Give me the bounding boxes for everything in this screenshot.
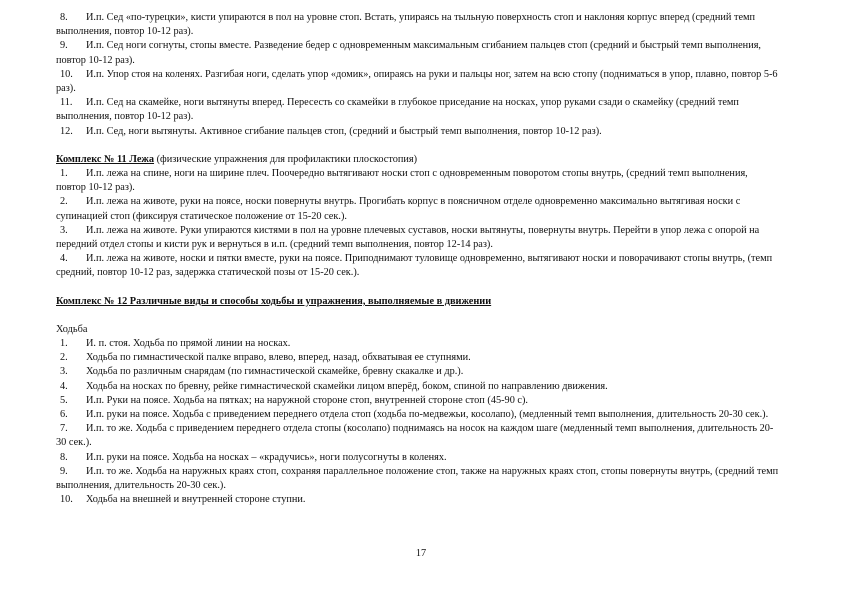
list-item: [56, 465, 780, 493]
item-number: 4.: [60, 253, 68, 265]
spacer: [56, 281, 780, 295]
item-text: И.п. руки на поясе. Ходьба на носках – «крадучись», ноги полусогнуты в коленях.: [86, 451, 447, 463]
item-number: 3.: [60, 366, 68, 378]
list-item: [56, 408, 780, 422]
list-item: [56, 11, 780, 39]
item-number: 1.: [60, 168, 68, 180]
list-item: [56, 394, 780, 408]
item-number: 9.: [60, 40, 68, 52]
spacer: [56, 139, 780, 153]
complex-12-list: [56, 337, 780, 507]
item-number: 1.: [60, 338, 68, 350]
list-item: [56, 380, 780, 394]
list-item: [56, 493, 780, 507]
list-item: [56, 351, 780, 365]
item-number: 8.: [60, 12, 68, 23]
section-title-walking: Ходьба: [56, 323, 88, 335]
item-text: Ходьба по различным снарядам (по гимнастической скамейке, бревну скакалке и др.).: [86, 366, 464, 378]
spacer: [56, 309, 780, 323]
item-text: И.п. то же. Ходьба на наружных краях стоп, сохраняя параллельное положение стоп, также на наружных краях стоп, стопы повернуты внутрь, (средний темп выполнения, длительность 20-30 сек.).: [56, 465, 779, 492]
item-text: И.п. Сед на скамейке, ноги вытянуты вперед. Пересесть со скамейки в глубокое приседание на носках, упор руками сзади о скамейку (средний темп выполнения, повтор 10-12 раз).: [56, 97, 739, 123]
list-item: [56, 39, 780, 67]
list-item: [56, 252, 780, 280]
exercise-list-top: [56, 11, 780, 139]
item-number: 8.: [60, 451, 68, 463]
complex-11-heading: [56, 153, 780, 167]
item-text: И.п. руки на поясе. Ходьба с приведением переднего отдела стоп (ходьба по-медвежьи, косолапо), (медленный темп выполнения, длительность 20-30 сек.).: [86, 409, 769, 421]
item-number: 11.: [60, 97, 73, 109]
item-number: 10.: [60, 494, 73, 506]
complex-11-title: Комплекс № 11 Лежа: [56, 153, 155, 165]
item-text: И.п. Сед ноги согнуты, стопы вместе. Разведение бедер с одновременным максимальным сгибанием пальцев стоп (средний и быстрый темп выполнения, повтор 10-12 раз).: [56, 40, 762, 66]
item-number: 5.: [60, 394, 68, 406]
page-number: 17: [415, 548, 427, 559]
list-item: [56, 365, 780, 379]
item-text: И.п. Сед, ноги вытянуты. Активное сгибание пальцев стоп, (средний и быстрый темп выполнения, повтор 10-12 раз).: [86, 125, 602, 137]
item-text: И.п. Руки на поясе. Ходьба на пятках; на наружной стороне стоп, внутренней стороне стоп (45-90 с).: [86, 394, 528, 406]
item-text: И.п. лежа на спине, ноги на ширине плеч. Поочередно вытягивают носки стоп с одновременным поворотом стопы внутрь, (средний темп выполнения, повтор 10-12 раз).: [56, 168, 748, 194]
item-text: Ходьба по гимнастической палке вправо, влево, вперед, назад, обхватывая ее ступнями.: [86, 352, 471, 364]
item-number: 4.: [60, 380, 68, 392]
list-item: [56, 167, 780, 195]
item-number: 2.: [60, 196, 68, 208]
item-text: И.п. лежа на животе, руки на поясе, носки повернуты внутрь. Прогибать корпус в поясничном отделе одновременно максимально вытягивая носки с супинацией стоп (фиксируя статическое положение от 15-20 сек.).: [56, 196, 741, 222]
complex-12-title: Комплекс № 12 Различные виды и способы ходьбы и упражнения, выполняемые в движении: [56, 295, 492, 307]
item-number: 3.: [60, 224, 68, 236]
item-number: 2.: [60, 352, 68, 364]
item-number: 10.: [60, 68, 73, 80]
list-item: [56, 96, 780, 124]
complex-11-list: [56, 167, 780, 281]
item-text: Ходьба на носках по бревну, рейке гимнастической скамейки лицом вперёд, боком, спиной по направлению движения.: [86, 380, 608, 392]
item-number: 7.: [60, 423, 68, 435]
list-item: [56, 68, 780, 96]
item-text: И.п. лежа на животе, носки и пятки вместе, руки на поясе. Приподнимают туловище одновременно, вытягивают носки и поворачивают стопы внутрь, (темп средний, повтор 10-12 раз, задержка статической позы от 15-20 сек.).: [56, 253, 773, 279]
item-number: 6.: [60, 409, 68, 421]
item-text: Ходьба на внешней и внутренней стороне ступни.: [86, 494, 306, 506]
item-text: И.п. Сед «по-турецки», кисти упираются в пол на уровне стоп. Встать, упираясь на тыльную поверхность стоп и наклоняя корпус вперед (средний темп выполнения, повтор 10-12 раз).: [56, 12, 756, 38]
item-text: И.п. Упор стоя на коленях. Разгибая ноги, сделать упор «домик», опираясь на руки и пальцы ног, затем на всю стопу (подниматься в упор, плавно, повтор 5-6 раз).: [56, 68, 778, 95]
complex-11-subtitle: (физические упражнения для профилактики плоскостопия): [154, 153, 418, 165]
item-text: И. п. стоя. Ходьба по прямой линии на носках.: [86, 338, 291, 350]
list-item: [56, 337, 780, 351]
list-item: [56, 224, 780, 252]
item-text: И.п. лежа на животе. Руки упираются кистями в пол на уровне плечевых суставов, носки вытянуты, повернуты внутрь. Перейти в упор лежа с опорой на передний отдел стопы и кисти рук и вернуться в и.п. (средний темп выполнения, повтор 12-14 раз).: [56, 224, 760, 251]
item-number: 9.: [60, 465, 68, 477]
item-text: И.п. то же. Ходьба с приведением переднего отдела стопы (косолапо) поднимаясь на носок на каждом шаге (медленный темп выполнения, длительность 20-30 сек.).: [56, 423, 774, 449]
list-item: [56, 422, 780, 450]
list-item: [56, 195, 780, 223]
item-number: 12.: [60, 125, 73, 137]
complex-12-heading: [56, 295, 780, 309]
text-body: [56, 11, 780, 508]
list-item: [56, 125, 780, 139]
list-item: [56, 451, 780, 465]
